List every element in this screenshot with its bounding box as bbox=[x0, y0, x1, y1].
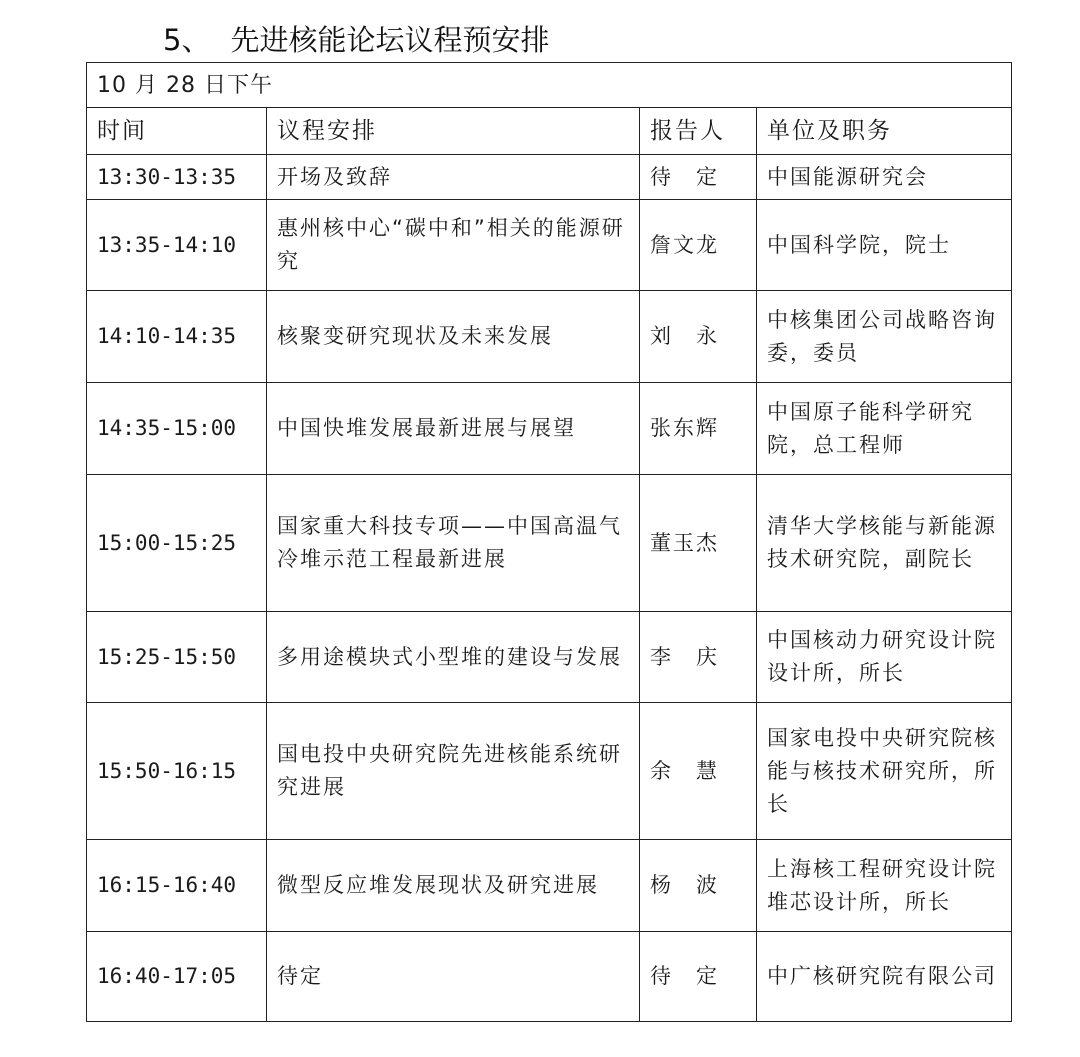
affiliation-cell: 中国科学院，院士 bbox=[757, 200, 1012, 291]
agenda-cell: 核聚变研究现状及未来发展 bbox=[267, 291, 640, 383]
speaker-cell: 杨 波 bbox=[640, 840, 757, 932]
agenda-cell: 国家重大科技专项——中国高温气冷堆示范工程最新进展 bbox=[267, 475, 640, 612]
affiliation-cell: 上海核工程研究设计院堆芯设计所，所长 bbox=[757, 840, 1012, 932]
speaker-cell: 待 定 bbox=[640, 932, 757, 1022]
speaker-cell: 张东辉 bbox=[640, 383, 757, 475]
time-cell: 16:15-16:40 bbox=[87, 840, 267, 932]
table-row bbox=[87, 475, 1012, 612]
time-cell: 15:25-15:50 bbox=[87, 612, 267, 703]
time-cell: 14:35-15:00 bbox=[87, 383, 267, 475]
date-row bbox=[87, 63, 1012, 108]
table-row bbox=[87, 291, 1012, 383]
affiliation-cell: 中国能源研究会 bbox=[757, 155, 1012, 200]
column-header-speaker: 报告人 bbox=[640, 108, 757, 155]
agenda-cell: 惠州核中心“碳中和”相关的能源研究 bbox=[267, 200, 640, 291]
affiliation-cell: 中广核研究院有限公司 bbox=[757, 932, 1012, 1022]
table-row bbox=[87, 932, 1012, 1022]
speaker-cell: 詹文龙 bbox=[640, 200, 757, 291]
affiliation-cell: 国家电投中央研究院核能与核技术研究所，所长 bbox=[757, 703, 1012, 840]
column-header-agenda: 议程安排 bbox=[267, 108, 640, 155]
speaker-cell: 董玉杰 bbox=[640, 475, 757, 612]
time-cell: 15:50-16:15 bbox=[87, 703, 267, 840]
agenda-cell: 中国快堆发展最新进展与展望 bbox=[267, 383, 640, 475]
affiliation-cell: 清华大学核能与新能源技术研究院，副院长 bbox=[757, 475, 1012, 612]
table-row bbox=[87, 612, 1012, 703]
session-date: 10 月 28 日下午 bbox=[87, 63, 1012, 108]
section-title: 先进核能论坛议程预安排 bbox=[230, 23, 550, 57]
affiliation-cell: 中核集团公司战略咨询委，委员 bbox=[757, 291, 1012, 383]
speaker-cell: 余 慧 bbox=[640, 703, 757, 840]
agenda-cell: 开场及致辞 bbox=[267, 155, 640, 200]
agenda-cell: 微型反应堆发展现状及研究进展 bbox=[267, 840, 640, 932]
speaker-cell: 刘 永 bbox=[640, 291, 757, 383]
agenda-cell: 待定 bbox=[267, 932, 640, 1022]
time-cell: 13:30-13:35 bbox=[87, 155, 267, 200]
speaker-cell: 待 定 bbox=[640, 155, 757, 200]
speaker-cell: 李 庆 bbox=[640, 612, 757, 703]
time-cell: 13:35-14:10 bbox=[87, 200, 267, 291]
column-header-time: 时间 bbox=[87, 108, 267, 155]
table-header-row bbox=[87, 108, 1012, 155]
affiliation-cell: 中国核动力研究设计院设计所，所长 bbox=[757, 612, 1012, 703]
agenda-cell: 多用途模块式小型堆的建设与发展 bbox=[267, 612, 640, 703]
column-header-affiliation: 单位及职务 bbox=[757, 108, 1012, 155]
agenda-cell: 国电投中央研究院先进核能系统研究进展 bbox=[267, 703, 640, 840]
time-cell: 15:00-15:25 bbox=[87, 475, 267, 612]
table-row bbox=[87, 703, 1012, 840]
table-row bbox=[87, 155, 1012, 200]
table-row bbox=[87, 840, 1012, 932]
time-cell: 16:40-17:05 bbox=[87, 932, 267, 1022]
table-row bbox=[87, 383, 1012, 475]
section-number: 5、 bbox=[163, 23, 211, 57]
section-heading bbox=[163, 18, 549, 62]
agenda-table bbox=[86, 62, 1012, 1022]
affiliation-cell: 中国原子能科学研究院，总工程师 bbox=[757, 383, 1012, 475]
time-cell: 14:10-14:35 bbox=[87, 291, 267, 383]
table-row bbox=[87, 200, 1012, 291]
